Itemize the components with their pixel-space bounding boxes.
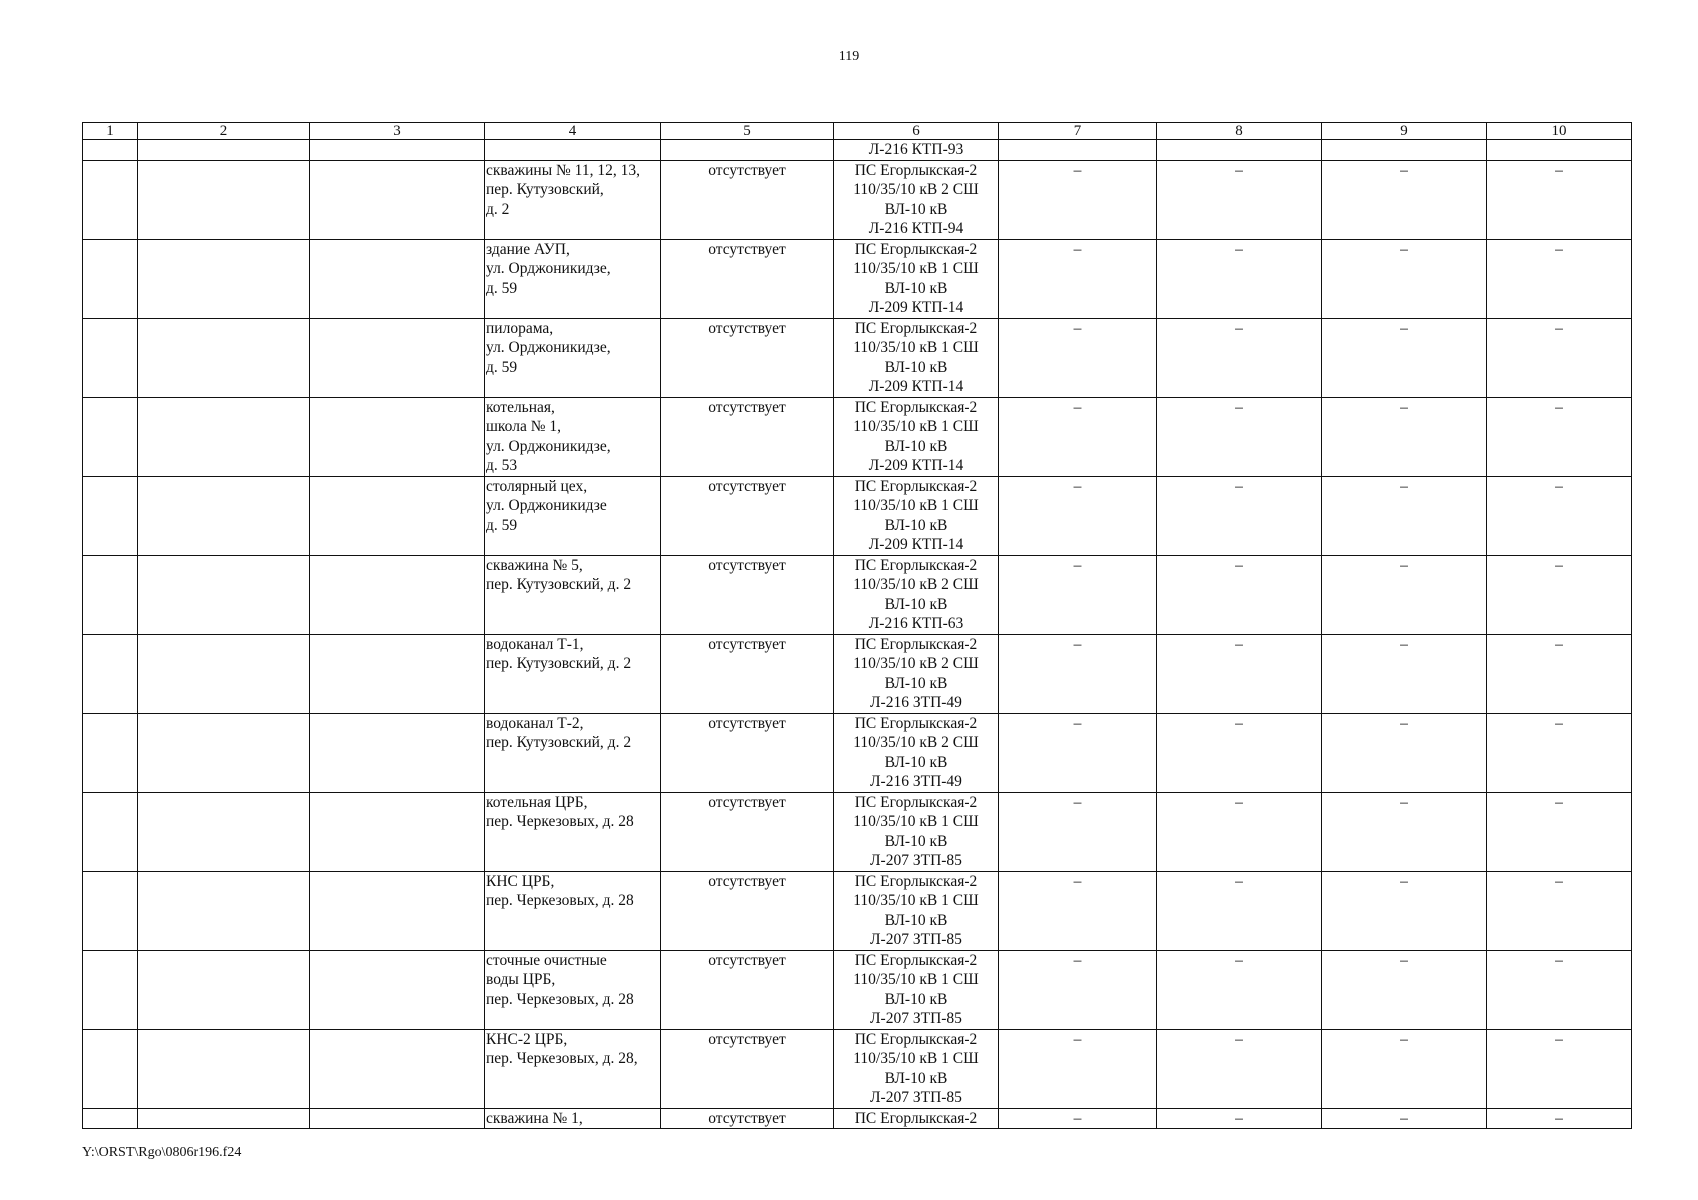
dash-mark: – xyxy=(1073,161,1082,179)
cell-status: отсутствует xyxy=(661,634,834,713)
dash-mark: – xyxy=(1235,1109,1243,1127)
cell-col7 xyxy=(999,871,1157,950)
column-header: 6 xyxy=(834,123,999,140)
cell-col3 xyxy=(310,950,485,1029)
cell-status: отсутствует xyxy=(661,476,834,555)
dash-mark: – xyxy=(1400,793,1408,811)
dash-mark: – xyxy=(1555,951,1563,969)
cell-col2 xyxy=(138,140,310,161)
cell-col9 xyxy=(1322,397,1487,476)
cell-power-source: ПС Егорлыкская-2 110/35/10 кВ 2 СШ ВЛ-10 кВ Л-216 ЗТП-49 xyxy=(834,713,999,792)
column-header: 3 xyxy=(310,123,485,140)
dash-mark: – xyxy=(1555,556,1563,574)
cell-col3 xyxy=(310,871,485,950)
table-row xyxy=(83,634,1632,713)
column-header: 9 xyxy=(1322,123,1487,140)
cell-col3 xyxy=(310,160,485,239)
cell-col3 xyxy=(310,634,485,713)
column-header: 7 xyxy=(999,123,1157,140)
cell-col2 xyxy=(138,1108,310,1129)
cell-col10 xyxy=(1487,160,1632,239)
cell-power-source: ПС Егорлыкская-2 110/35/10 кВ 1 СШ ВЛ-10 кВ Л-209 КТП-14 xyxy=(834,397,999,476)
cell-col7 xyxy=(999,713,1157,792)
dash-mark: – xyxy=(1235,793,1243,811)
cell-col10 xyxy=(1487,871,1632,950)
cell-col7 xyxy=(999,634,1157,713)
dash-mark: – xyxy=(1073,872,1082,890)
dash-mark: – xyxy=(1073,477,1082,495)
cell-col3 xyxy=(310,792,485,871)
dash-mark: – xyxy=(1400,872,1408,890)
cell-col7 xyxy=(999,1029,1157,1108)
dash-mark: – xyxy=(1400,1109,1408,1127)
cell-col2 xyxy=(138,713,310,792)
cell-object-name: водоканал Т-1, пер. Кутузовский, д. 2 xyxy=(485,634,661,713)
cell-power-source: ПС Егорлыкская-2 110/35/10 кВ 1 СШ ВЛ-10 кВ Л-207 ЗТП-85 xyxy=(834,1029,999,1108)
cell-col3 xyxy=(310,476,485,555)
cell-col1 xyxy=(83,1029,138,1108)
dash-mark: – xyxy=(1555,240,1563,258)
cell-col1 xyxy=(83,476,138,555)
cell-col7 xyxy=(999,792,1157,871)
dash-mark: – xyxy=(1555,872,1563,890)
cell-col3 xyxy=(310,555,485,634)
cell-power-source: ПС Егорлыкская-2 110/35/10 кВ 1 СШ ВЛ-10 кВ Л-209 КТП-14 xyxy=(834,239,999,318)
cell-col8 xyxy=(1157,713,1322,792)
cell-col2 xyxy=(138,634,310,713)
dash-mark: – xyxy=(1400,556,1408,574)
cell-col2 xyxy=(138,397,310,476)
cell-col8 xyxy=(1157,1108,1322,1129)
cell-status: отсутствует xyxy=(661,950,834,1029)
cell-object-name: котельная, школа № 1, ул. Орджоникидзе, д. 53 xyxy=(485,397,661,476)
cell-power-source: ПС Егорлыкская-2 110/35/10 кВ 1 СШ ВЛ-10 кВ Л-209 КТП-14 xyxy=(834,318,999,397)
dash-mark: – xyxy=(1555,635,1563,653)
cell-status: отсутствует xyxy=(661,397,834,476)
cell-col3 xyxy=(310,140,485,161)
dash-mark: – xyxy=(1073,556,1082,574)
cell-col8 xyxy=(1157,792,1322,871)
dash-mark: – xyxy=(1235,714,1243,732)
cell-status: отсутствует xyxy=(661,792,834,871)
cell-col1 xyxy=(83,160,138,239)
cell-col9 xyxy=(1322,160,1487,239)
table-row xyxy=(83,140,1632,161)
cell-col3 xyxy=(310,318,485,397)
cell-status: отсутствует xyxy=(661,239,834,318)
cell-col9 xyxy=(1322,713,1487,792)
cell-col9 xyxy=(1322,239,1487,318)
column-header: 4 xyxy=(485,123,661,140)
cell-col9 xyxy=(1322,476,1487,555)
cell-col7 xyxy=(999,555,1157,634)
cell-col10 xyxy=(1487,950,1632,1029)
cell-col1 xyxy=(83,140,138,161)
dash-mark: – xyxy=(1555,1030,1563,1048)
dash-mark: – xyxy=(1555,161,1563,179)
cell-col8 xyxy=(1157,634,1322,713)
cell-object-name: скважины № 11, 12, 13, пер. Кутузовский, д. 2 xyxy=(485,160,661,239)
cell-col10 xyxy=(1487,239,1632,318)
cell-col8 xyxy=(1157,318,1322,397)
cell-status: отсутствует xyxy=(661,713,834,792)
cell-col8 xyxy=(1157,160,1322,239)
cell-object-name: КНС ЦРБ, пер. Черкезовых, д. 28 xyxy=(485,871,661,950)
dash-mark: – xyxy=(1235,161,1243,179)
footer-file-path: Y:\ORST\Rgo\0806r196.f24 xyxy=(82,1145,242,1160)
cell-power-source: ПС Егорлыкская-2 xyxy=(834,1108,999,1129)
dash-mark: – xyxy=(1555,793,1563,811)
dash-mark: – xyxy=(1073,793,1082,811)
cell-col7 xyxy=(999,160,1157,239)
dash-mark: – xyxy=(1235,951,1243,969)
column-header: 10 xyxy=(1487,123,1632,140)
dash-mark: – xyxy=(1555,319,1563,337)
cell-status: отсутствует xyxy=(661,1029,834,1108)
cell-col7 xyxy=(999,397,1157,476)
cell-col2 xyxy=(138,318,310,397)
cell-power-source: ПС Егорлыкская-2 110/35/10 кВ 1 СШ ВЛ-10 кВ Л-207 ЗТП-85 xyxy=(834,871,999,950)
cell-col10 xyxy=(1487,792,1632,871)
cell-col7 xyxy=(999,318,1157,397)
cell-col2 xyxy=(138,160,310,239)
cell-power-source: ПС Егорлыкская-2 110/35/10 кВ 1 СШ ВЛ-10 кВ Л-207 ЗТП-85 xyxy=(834,792,999,871)
cell-object-name: КНС-2 ЦРБ, пер. Черкезовых, д. 28, xyxy=(485,1029,661,1108)
cell-col1 xyxy=(83,239,138,318)
cell-object-name: скважина № 5, пер. Кутузовский, д. 2 xyxy=(485,555,661,634)
dash-mark: – xyxy=(1555,477,1563,495)
cell-col9 xyxy=(1322,140,1487,161)
table-row xyxy=(83,397,1632,476)
dash-mark: – xyxy=(1073,398,1082,416)
cell-object-name: столярный цех, ул. Орджоникидзе д. 59 xyxy=(485,476,661,555)
cell-object-name: котельная ЦРБ, пер. Черкезовых, д. 28 xyxy=(485,792,661,871)
cell-col8 xyxy=(1157,555,1322,634)
table-row xyxy=(83,871,1632,950)
column-header: 2 xyxy=(138,123,310,140)
cell-col10 xyxy=(1487,397,1632,476)
dash-mark: – xyxy=(1235,477,1243,495)
cell-col3 xyxy=(310,1029,485,1108)
page-number: 119 xyxy=(838,49,860,64)
cell-col1 xyxy=(83,871,138,950)
dash-mark: – xyxy=(1400,398,1408,416)
dash-mark: – xyxy=(1073,1030,1082,1048)
cell-status: отсутствует xyxy=(661,160,834,239)
cell-col1 xyxy=(83,1108,138,1129)
cell-col1 xyxy=(83,397,138,476)
dash-mark: – xyxy=(1073,240,1082,258)
table-row xyxy=(83,1108,1632,1129)
cell-object-name: здание АУП, ул. Орджоникидзе, д. 59 xyxy=(485,239,661,318)
dash-mark: – xyxy=(1235,319,1243,337)
dash-mark: – xyxy=(1400,1030,1408,1048)
cell-status: отсутствует xyxy=(661,555,834,634)
dash-mark: – xyxy=(1073,1109,1082,1127)
cell-col10 xyxy=(1487,318,1632,397)
cell-col8 xyxy=(1157,476,1322,555)
dash-mark: – xyxy=(1235,398,1243,416)
cell-col3 xyxy=(310,397,485,476)
cell-col10 xyxy=(1487,1029,1632,1108)
cell-col3 xyxy=(310,239,485,318)
cell-col10 xyxy=(1487,555,1632,634)
dash-mark: – xyxy=(1400,951,1408,969)
cell-object-name: сточные очистные воды ЦРБ, пер. Черкезовых, д. 28 xyxy=(485,950,661,1029)
dash-mark: – xyxy=(1555,714,1563,732)
dash-mark: – xyxy=(1400,635,1408,653)
dash-mark: – xyxy=(1073,714,1082,732)
cell-col1 xyxy=(83,950,138,1029)
dash-mark: – xyxy=(1555,398,1563,416)
dash-mark: – xyxy=(1235,240,1243,258)
cell-col2 xyxy=(138,476,310,555)
dash-mark: – xyxy=(1235,872,1243,890)
cell-col10 xyxy=(1487,634,1632,713)
cell-col8 xyxy=(1157,950,1322,1029)
cell-power-source: Л-216 КТП-93 xyxy=(834,140,999,161)
cell-col1 xyxy=(83,634,138,713)
column-header: 8 xyxy=(1157,123,1322,140)
column-header: 5 xyxy=(661,123,834,140)
table-row xyxy=(83,318,1632,397)
cell-col1 xyxy=(83,555,138,634)
cell-col10 xyxy=(1487,140,1632,161)
cell-col9 xyxy=(1322,792,1487,871)
cell-col10 xyxy=(1487,713,1632,792)
table-row xyxy=(83,476,1632,555)
cell-col2 xyxy=(138,239,310,318)
cell-power-source: ПС Егорлыкская-2 110/35/10 кВ 1 СШ ВЛ-10 кВ Л-209 КТП-14 xyxy=(834,476,999,555)
cell-power-source: ПС Егорлыкская-2 110/35/10 кВ 2 СШ ВЛ-10 кВ Л-216 КТП-63 xyxy=(834,555,999,634)
cell-col7 xyxy=(999,476,1157,555)
cell-col8 xyxy=(1157,1029,1322,1108)
cell-status: отсутствует xyxy=(661,318,834,397)
dash-mark: – xyxy=(1235,556,1243,574)
cell-col10 xyxy=(1487,1108,1632,1129)
table-row xyxy=(83,160,1632,239)
cell-col9 xyxy=(1322,318,1487,397)
cell-col9 xyxy=(1322,555,1487,634)
cell-col10 xyxy=(1487,476,1632,555)
dash-mark: – xyxy=(1400,240,1408,258)
cell-col4 xyxy=(485,140,661,161)
cell-object-name: водоканал Т-2, пер. Кутузовский, д. 2 xyxy=(485,713,661,792)
table-row xyxy=(83,1029,1632,1108)
table-row xyxy=(83,792,1632,871)
cell-col8 xyxy=(1157,239,1322,318)
cell-col8 xyxy=(1157,397,1322,476)
dash-mark: – xyxy=(1400,714,1408,732)
data-table xyxy=(82,122,1632,1129)
cell-power-source: ПС Егорлыкская-2 110/35/10 кВ 2 СШ ВЛ-10 кВ Л-216 ЗТП-49 xyxy=(834,634,999,713)
dash-mark: – xyxy=(1400,477,1408,495)
cell-col9 xyxy=(1322,634,1487,713)
cell-col9 xyxy=(1322,1108,1487,1129)
table-row xyxy=(83,713,1632,792)
header-row xyxy=(83,123,1632,140)
column-header: 1 xyxy=(83,123,138,140)
cell-power-source: ПС Егорлыкская-2 110/35/10 кВ 1 СШ ВЛ-10 кВ Л-207 ЗТП-85 xyxy=(834,950,999,1029)
cell-col9 xyxy=(1322,950,1487,1029)
cell-col1 xyxy=(83,792,138,871)
cell-object-name: пилорама, ул. Орджоникидзе, д. 59 xyxy=(485,318,661,397)
cell-col8 xyxy=(1157,140,1322,161)
cell-col5 xyxy=(661,140,834,161)
dash-mark: – xyxy=(1073,319,1082,337)
cell-status: отсутствует xyxy=(661,1108,834,1129)
cell-col2 xyxy=(138,871,310,950)
cell-col7 xyxy=(999,140,1157,161)
cell-col3 xyxy=(310,1108,485,1129)
cell-col7 xyxy=(999,239,1157,318)
cell-col3 xyxy=(310,713,485,792)
cell-col7 xyxy=(999,950,1157,1029)
cell-col9 xyxy=(1322,1029,1487,1108)
dash-mark: – xyxy=(1555,1109,1563,1127)
cell-col2 xyxy=(138,950,310,1029)
dash-mark: – xyxy=(1400,319,1408,337)
dash-mark: – xyxy=(1073,635,1082,653)
table-row xyxy=(83,239,1632,318)
cell-col2 xyxy=(138,555,310,634)
dash-mark: – xyxy=(1235,635,1243,653)
cell-col2 xyxy=(138,792,310,871)
cell-power-source: ПС Егорлыкская-2 110/35/10 кВ 2 СШ ВЛ-10 кВ Л-216 КТП-94 xyxy=(834,160,999,239)
cell-status: отсутствует xyxy=(661,871,834,950)
cell-col9 xyxy=(1322,871,1487,950)
dash-mark: – xyxy=(1400,161,1408,179)
dash-mark: – xyxy=(1073,951,1082,969)
cell-col2 xyxy=(138,1029,310,1108)
dash-mark: – xyxy=(1235,1030,1243,1048)
cell-col1 xyxy=(83,318,138,397)
cell-col1 xyxy=(83,713,138,792)
cell-col7 xyxy=(999,1108,1157,1129)
table-row xyxy=(83,555,1632,634)
cell-object-name: скважина № 1, xyxy=(485,1108,661,1129)
cell-col8 xyxy=(1157,871,1322,950)
table-row xyxy=(83,950,1632,1029)
